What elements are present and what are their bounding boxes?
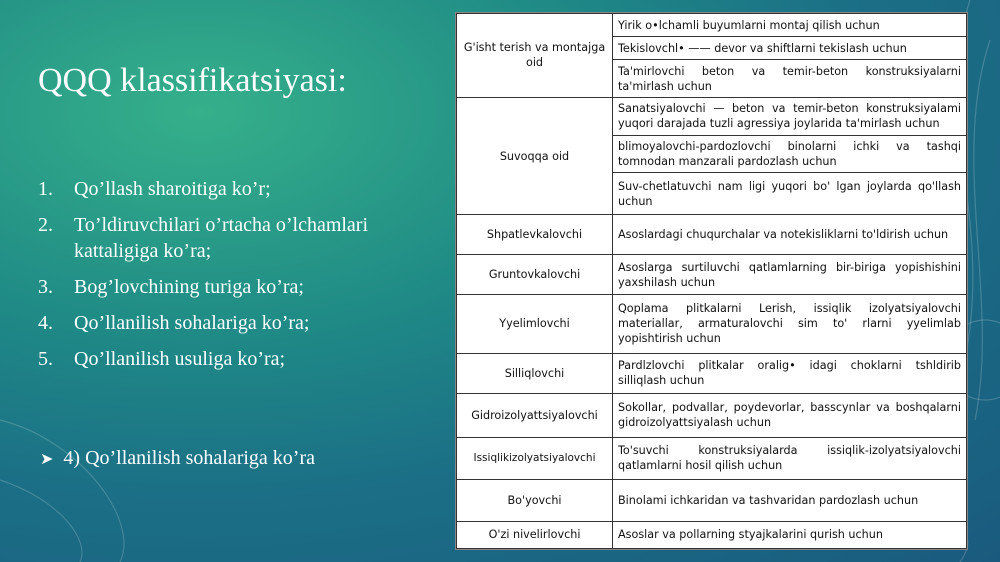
list-item — [38, 212, 418, 264]
table-row — [457, 479, 967, 521]
description-cell: Suv-chetlatuvchi nam ligi yuqori bo' lgan joylarda qo'llash uchun — [613, 173, 967, 215]
list-number: 3. — [38, 276, 53, 298]
description-cell: blimoyalovchi-pardozlovchi binolarni ichki va tashqi tomnodan manzarali pardozlash uchun — [613, 135, 967, 173]
category-cell: Yyelimlovchi — [457, 295, 613, 354]
description-cell: Ta'mirlovchi beton va temir-beton konstruksiyalarni ta'mirlash uchun — [613, 60, 967, 98]
list-number: 5. — [38, 348, 53, 370]
description-cell: Sanatsiyalovchi — beton va temir-beton konstruksiyalami yuqori darajada tuzli agressiya joylarida ta'mirlash uchun — [613, 97, 967, 135]
arrow-bullet-icon: ➤ — [40, 450, 54, 468]
bullet-text: 4) Qo’llanilish sohalariga ko’ra — [63, 447, 315, 469]
slide-title: QQQ klassifikatsiyasi: — [38, 62, 347, 99]
category-cell: Bo'yovchi — [457, 479, 613, 521]
list-number: 1. — [38, 178, 53, 200]
list-text: Qo’llanilish usuliga ko’ra; — [74, 348, 286, 370]
list-number: 4. — [38, 312, 53, 334]
list-item — [38, 346, 418, 372]
category-cell: Issiqlikizolyatsiyalovchi — [457, 437, 613, 479]
table-row — [457, 14, 967, 37]
description-cell: Asoslarga surtiluvchi qatlamlarning bir-biriga yopishishini yaxshilash uchun — [613, 255, 967, 295]
table-row — [457, 295, 967, 354]
description-cell: Tekislovchl• —— devor va shiftlarni tekislash uchun — [613, 37, 967, 60]
list-text: Qo’llash sharoitiga ko’r; — [74, 178, 271, 200]
list-number: 2. — [38, 214, 53, 236]
classification-table — [455, 12, 968, 550]
description-cell: Asoslardagi chuqurchalar va notekisliklarni to'ldirish uchun — [613, 215, 967, 255]
table-row — [457, 215, 967, 255]
table-row — [457, 437, 967, 479]
category-cell: Suvoqqa oid — [457, 97, 613, 214]
table-row — [457, 255, 967, 295]
category-cell: G'isht terish va montajga oid — [457, 14, 613, 98]
list-item — [38, 176, 418, 202]
table-row — [457, 393, 967, 437]
table-row — [457, 353, 967, 393]
description-cell: Pardlzlovchi plitkalar oralig• idagi choklarni tshldirib silliqlash uchun — [613, 353, 967, 393]
highlight-bullet — [40, 447, 315, 470]
description-cell: Sokollar, podvallar, poydevorlar, basscynlar va boshqalarni gidroizolyattsiyalash uchun — [613, 393, 967, 437]
list-item — [38, 274, 418, 300]
table-row — [457, 97, 967, 135]
table-row — [457, 521, 967, 548]
description-cell: Qoplama plitkalarni Lerish, issiqlik izolyatsiyalovchi materiallar, armaturalovchi sim to' rlarni yyelimlab yopishtirish uchun — [613, 295, 967, 354]
description-cell: To'suvchi konstruksiyalarda issiqlik-izolyatsiyalovchi qatlamlarni hosil qilish uchun — [613, 437, 967, 479]
category-cell: Silliqlovchi — [457, 353, 613, 393]
list-text: Qo’llanilish sohalariga ko’ra; — [74, 312, 310, 334]
list-item — [38, 310, 418, 336]
classification-list — [38, 176, 418, 382]
category-cell: Shpatlevkalovchi — [457, 215, 613, 255]
list-text: Bog’lovchining turiga ko’ra; — [74, 276, 304, 298]
category-cell: O'zi nivelirlovchi — [457, 521, 613, 548]
description-cell: Yirik o•lchamli buyumlarni montaj qilish uchun — [613, 14, 967, 37]
list-text: To’ldiruvchilari o’rtacha o’lchamlari kattaligiga ko’ra; — [74, 214, 369, 262]
description-cell: Binolami ichkaridan va tashvaridan pardozlash uchun — [613, 479, 967, 521]
description-cell: Asoslar va pollarning styajkalarini qurish uchun — [613, 521, 967, 548]
category-cell: Gruntovkalovchi — [457, 255, 613, 295]
category-cell: Gidroizolyattsiyalovchi — [457, 393, 613, 437]
